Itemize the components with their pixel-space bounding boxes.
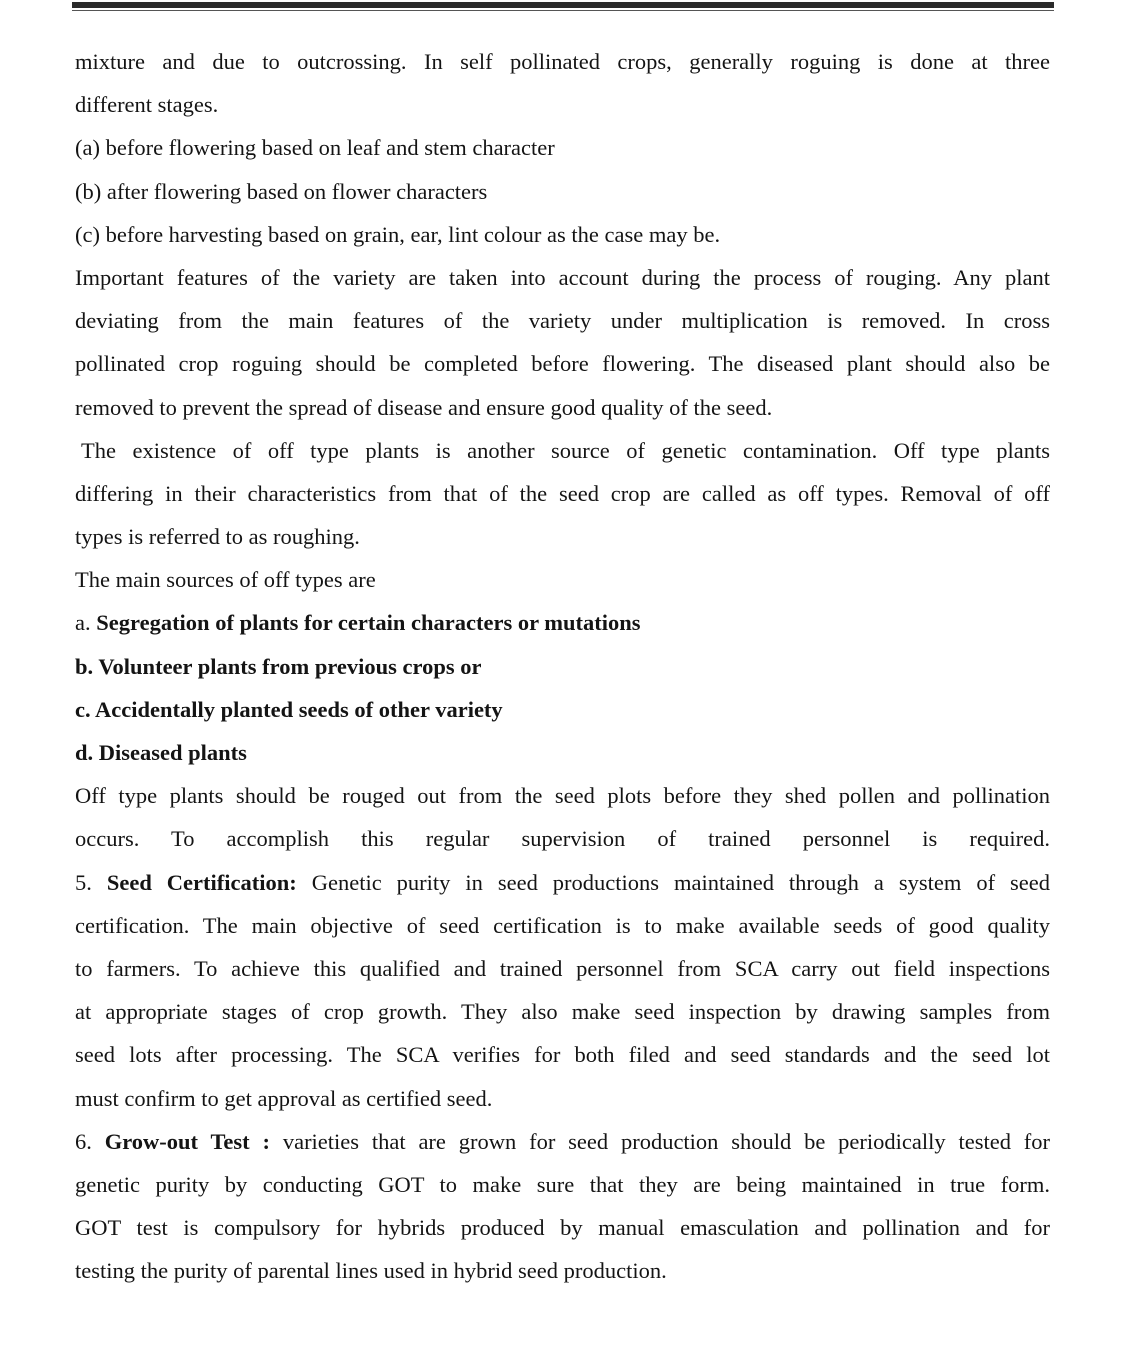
stage-a: (a) before flowering based on leaf and stem character <box>75 135 555 161</box>
para2-line1: Important features of the variety are taken into account during the process of rouging. Any plant <box>75 264 1050 290</box>
para2-line2: deviating from the main features of the variety under multiplication is removed. In cross <box>75 308 1050 334</box>
source-item-a <box>75 601 1050 644</box>
source-marker: a. <box>75 610 91 636</box>
section6-heading: Grow-out Test : <box>104 1128 270 1154</box>
para4-line1: Off type plants should be rouged out from the seed plots before they shed pollen and pollination <box>75 783 1050 809</box>
source-text: Segregation of plants for certain characters or mutations <box>96 610 641 636</box>
section5-line5: seed lots after processing. The SCA verifies for both filed and seed standards and the seed lot <box>75 1042 1050 1068</box>
para3-line3: types is referred to as roughing. <box>75 524 360 550</box>
source-text: Volunteer plants from previous crops or <box>98 653 482 679</box>
section5-line2: certification. The main objective of seed certification is to make available seeds of good quality <box>75 912 1050 938</box>
top-border-rule <box>72 2 1054 11</box>
source-item-c <box>75 688 1050 731</box>
source-marker: b. <box>75 653 94 679</box>
para3-line1: The existence of off type plants is another source of genetic contamination. Off type plants <box>81 437 1050 463</box>
source-text: Accidentally planted seeds of other variety <box>95 696 503 722</box>
sources-intro: The main sources of off types are <box>75 567 376 593</box>
section6-line2: genetic purity by conducting GOT to make sure that they are being maintained in true form. <box>75 1171 1050 1197</box>
section5-line1-text: Genetic purity in seed productions maintained through a system of seed <box>311 869 1051 895</box>
section5-line4: at appropriate stages of crop growth. They also make seed inspection by drawing samples from <box>75 999 1050 1025</box>
para2-line3: pollinated crop roguing should be completed before flowering. The diseased plant should also be <box>75 351 1050 377</box>
stage-c: (c) before harvesting based on grain, ear, lint colour as the case may be. <box>75 221 721 247</box>
source-text: Diseased plants <box>98 740 247 765</box>
para1-line1: mixture and due to outcrossing. In self pollinated crops, generally roguing is done at three <box>75 49 1050 74</box>
section6-line1 <box>75 1120 1050 1163</box>
para4-line2: occurs. To accomplish this regular supervision of trained personnel is required. <box>75 826 1050 852</box>
stage-b: (b) after flowering based on flower characters <box>75 178 488 204</box>
section6-line4: testing the purity of parental lines used in hybrid seed production. <box>75 1258 667 1284</box>
para2-line4: removed to prevent the spread of disease and ensure good quality of the seed. <box>75 394 773 420</box>
document-body <box>75 40 1050 1292</box>
source-item-d <box>75 731 1050 774</box>
section5-line3: to farmers. To achieve this qualified and trained personnel from SCA carry out field inspections <box>75 955 1050 981</box>
section6-line1-text: varieties that are grown for seed production should be periodically tested for <box>282 1128 1051 1154</box>
section6-line3: GOT test is compulsory for hybrids produced by manual emasculation and pollination and for <box>75 1215 1050 1241</box>
source-marker: c. <box>75 696 91 722</box>
para3-line2: differing in their characteristics from that of the seed crop are called as off types. Removal of off <box>75 480 1050 506</box>
section6-number: 6. <box>75 1128 92 1154</box>
para1-line2: different stages. <box>75 92 219 118</box>
source-marker: d. <box>75 740 94 765</box>
source-item-b <box>75 645 1050 688</box>
section5-heading: Seed Certification: <box>106 869 297 895</box>
section5-line1 <box>75 861 1050 904</box>
section5-number: 5. <box>75 869 92 895</box>
section5-line6: must confirm to get approval as certified seed. <box>75 1085 493 1111</box>
